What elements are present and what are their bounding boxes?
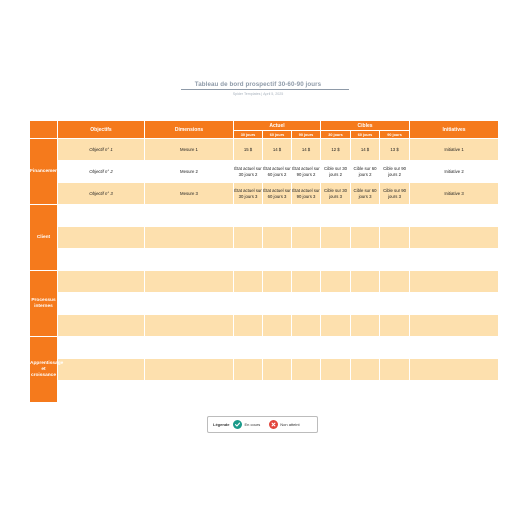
actual-60-cell[interactable]: État actuel sur 60 jours 3 — [263, 183, 292, 205]
target-30-cell[interactable]: 12 $ — [321, 139, 351, 161]
empty-cell[interactable] — [292, 249, 321, 271]
empty-cell[interactable] — [292, 337, 321, 359]
empty-cell[interactable] — [321, 205, 351, 227]
empty-cell[interactable] — [410, 205, 499, 227]
empty-cell[interactable] — [292, 293, 321, 315]
col-header-actuel: Actuel — [234, 121, 321, 131]
empty-cell[interactable] — [145, 271, 234, 293]
scorecard-table — [29, 120, 499, 403]
empty-cell[interactable] — [234, 271, 263, 293]
empty-cell[interactable] — [58, 227, 145, 249]
objective-cell[interactable]: Objectif n° 3 — [58, 183, 145, 205]
empty-cell[interactable] — [234, 359, 263, 381]
legend-label: Légende — [213, 422, 230, 427]
actual-60-cell[interactable]: État actuel sur 60 jours 2 — [263, 161, 292, 183]
category-apprentissage-et-croissance: Apprentissage et croissance — [30, 337, 58, 403]
actual-30-cell[interactable]: État actuel sur 30 jours 2 — [234, 161, 263, 183]
empty-cell[interactable] — [380, 337, 410, 359]
empty-cell[interactable] — [410, 271, 499, 293]
empty-cell[interactable] — [263, 315, 292, 337]
empty-cell[interactable] — [58, 337, 145, 359]
empty-cell[interactable] — [145, 337, 234, 359]
empty-cell[interactable] — [234, 205, 263, 227]
empty-cell[interactable] — [292, 205, 321, 227]
target-30-cell[interactable]: Cible sur 30 jours 2 — [321, 161, 351, 183]
empty-cell[interactable] — [234, 249, 263, 271]
empty-cell[interactable] — [58, 359, 145, 381]
empty-cell[interactable] — [58, 315, 145, 337]
empty-cell[interactable] — [321, 337, 351, 359]
page-title: Tableau de bord prospectif 30-60-90 jours — [194, 81, 322, 88]
category-financement: Financement — [30, 139, 58, 205]
col-header-initiatives: Initiatives — [410, 121, 499, 139]
empty-cell[interactable] — [410, 381, 499, 403]
x-circle-icon — [269, 420, 278, 429]
legend-on-track-label: En cours — [244, 422, 261, 427]
empty-cell[interactable] — [234, 227, 263, 249]
empty-cell[interactable] — [321, 249, 351, 271]
empty-cell[interactable] — [292, 359, 321, 381]
empty-cell[interactable] — [351, 381, 380, 403]
empty-cell[interactable] — [410, 315, 499, 337]
initiative-cell[interactable]: Initiative 2 — [410, 161, 499, 183]
empty-cell[interactable] — [351, 293, 380, 315]
target-60-cell[interactable]: 14 $ — [351, 139, 380, 161]
category-processus-internes: Processus internes — [30, 271, 58, 337]
empty-cell[interactable] — [145, 381, 234, 403]
empty-cell[interactable] — [145, 249, 234, 271]
empty-cell[interactable] — [263, 227, 292, 249]
initiative-cell[interactable]: Initiative 1 — [410, 139, 499, 161]
table-row — [30, 139, 499, 161]
check-circle-icon — [233, 420, 242, 429]
empty-cell[interactable] — [351, 359, 380, 381]
empty-cell[interactable] — [234, 381, 263, 403]
empty-cell[interactable] — [263, 293, 292, 315]
empty-cell[interactable] — [321, 381, 351, 403]
initiative-cell[interactable]: Initiative 3 — [410, 183, 499, 205]
measure-cell[interactable]: Mesure 2 — [145, 161, 234, 183]
col-header-objectifs: Objectifs — [58, 121, 145, 139]
empty-cell[interactable] — [292, 315, 321, 337]
table-row — [30, 337, 499, 359]
table-row — [30, 183, 499, 205]
empty-cell[interactable] — [321, 227, 351, 249]
empty-cell[interactable] — [380, 315, 410, 337]
actual-90-cell[interactable]: État actuel sur 90 jours 2 — [292, 161, 321, 183]
table-row — [30, 381, 499, 403]
title-divider — [181, 89, 349, 90]
objective-cell[interactable]: Objectif n° 1 — [58, 139, 145, 161]
target-60-cell[interactable]: Cible sur 60 jours 3 — [351, 183, 380, 205]
target-90-cell[interactable]: Cible sur 90 jours 2 — [380, 161, 410, 183]
subheader-actuel-30: 30 jours — [234, 131, 263, 139]
empty-cell[interactable] — [58, 293, 145, 315]
actual-30-cell[interactable]: État actuel sur 30 jours 3 — [234, 183, 263, 205]
empty-cell[interactable] — [58, 381, 145, 403]
col-header-cibles: Cibles — [321, 121, 410, 131]
subheader-actuel-90: 90 jours — [292, 131, 321, 139]
target-30-cell[interactable]: Cible sur 30 jours 3 — [321, 183, 351, 205]
empty-cell[interactable] — [263, 271, 292, 293]
empty-cell[interactable] — [321, 359, 351, 381]
table-row — [30, 271, 499, 293]
empty-cell[interactable] — [321, 293, 351, 315]
empty-cell[interactable] — [410, 337, 499, 359]
empty-cell[interactable] — [263, 359, 292, 381]
empty-cell[interactable] — [380, 293, 410, 315]
target-90-cell[interactable]: 13 $ — [380, 139, 410, 161]
subheader-cible-60: 60 jours — [351, 131, 380, 139]
empty-cell[interactable] — [380, 227, 410, 249]
empty-cell[interactable] — [410, 359, 499, 381]
page-subtitle: Spider Templates | April 5, 2025 — [232, 92, 284, 96]
empty-cell[interactable] — [58, 205, 145, 227]
legend-off-track-label: Non atteint — [280, 422, 300, 427]
empty-cell[interactable] — [263, 249, 292, 271]
table-row — [30, 315, 499, 337]
table-row — [30, 161, 499, 183]
empty-cell[interactable] — [145, 227, 234, 249]
empty-cell[interactable] — [351, 315, 380, 337]
empty-cell[interactable] — [292, 271, 321, 293]
empty-cell[interactable] — [145, 293, 234, 315]
target-60-cell[interactable]: Cible sur 60 jours 2 — [351, 161, 380, 183]
actual-60-cell[interactable]: 14 $ — [263, 139, 292, 161]
empty-cell[interactable] — [263, 205, 292, 227]
actual-90-cell[interactable]: État actuel sur 90 jours 3 — [292, 183, 321, 205]
legend — [207, 416, 318, 433]
corner-header — [30, 121, 58, 139]
empty-cell[interactable] — [351, 337, 380, 359]
subheader-cible-30: 30 jours — [321, 131, 351, 139]
measure-cell[interactable]: Mesure 1 — [145, 139, 234, 161]
table-row — [30, 205, 499, 227]
empty-cell[interactable] — [145, 205, 234, 227]
table-row — [30, 249, 499, 271]
empty-cell[interactable] — [410, 249, 499, 271]
empty-cell[interactable] — [351, 271, 380, 293]
subheader-cible-90: 90 jours — [380, 131, 410, 139]
actual-30-cell[interactable]: 15 $ — [234, 139, 263, 161]
empty-cell[interactable] — [145, 315, 234, 337]
empty-cell[interactable] — [351, 205, 380, 227]
empty-cell[interactable] — [321, 271, 351, 293]
empty-cell[interactable] — [58, 271, 145, 293]
empty-cell[interactable] — [58, 249, 145, 271]
empty-cell[interactable] — [263, 381, 292, 403]
target-90-cell[interactable]: Cible sur 90 jours 3 — [380, 183, 410, 205]
empty-cell[interactable] — [292, 227, 321, 249]
empty-cell[interactable] — [263, 337, 292, 359]
empty-cell[interactable] — [410, 293, 499, 315]
empty-cell[interactable] — [380, 249, 410, 271]
category-client: Client — [30, 205, 58, 271]
table-row — [30, 293, 499, 315]
empty-cell[interactable] — [380, 381, 410, 403]
empty-cell[interactable] — [351, 249, 380, 271]
empty-cell[interactable] — [234, 337, 263, 359]
empty-cell[interactable] — [145, 359, 234, 381]
empty-cell[interactable] — [380, 205, 410, 227]
empty-cell[interactable] — [234, 315, 263, 337]
table-row — [30, 227, 499, 249]
actual-90-cell[interactable]: 14 $ — [292, 139, 321, 161]
empty-cell[interactable] — [321, 315, 351, 337]
empty-cell[interactable] — [410, 227, 499, 249]
empty-cell[interactable] — [351, 227, 380, 249]
empty-cell[interactable] — [380, 271, 410, 293]
empty-cell[interactable] — [234, 293, 263, 315]
subheader-actuel-60: 60 jours — [263, 131, 292, 139]
table-row — [30, 359, 499, 381]
empty-cell[interactable] — [292, 381, 321, 403]
col-header-dimensions: Dimensions — [145, 121, 234, 139]
measure-cell[interactable]: Mesure 3 — [145, 183, 234, 205]
empty-cell[interactable] — [380, 359, 410, 381]
objective-cell[interactable]: Objectif n° 2 — [58, 161, 145, 183]
